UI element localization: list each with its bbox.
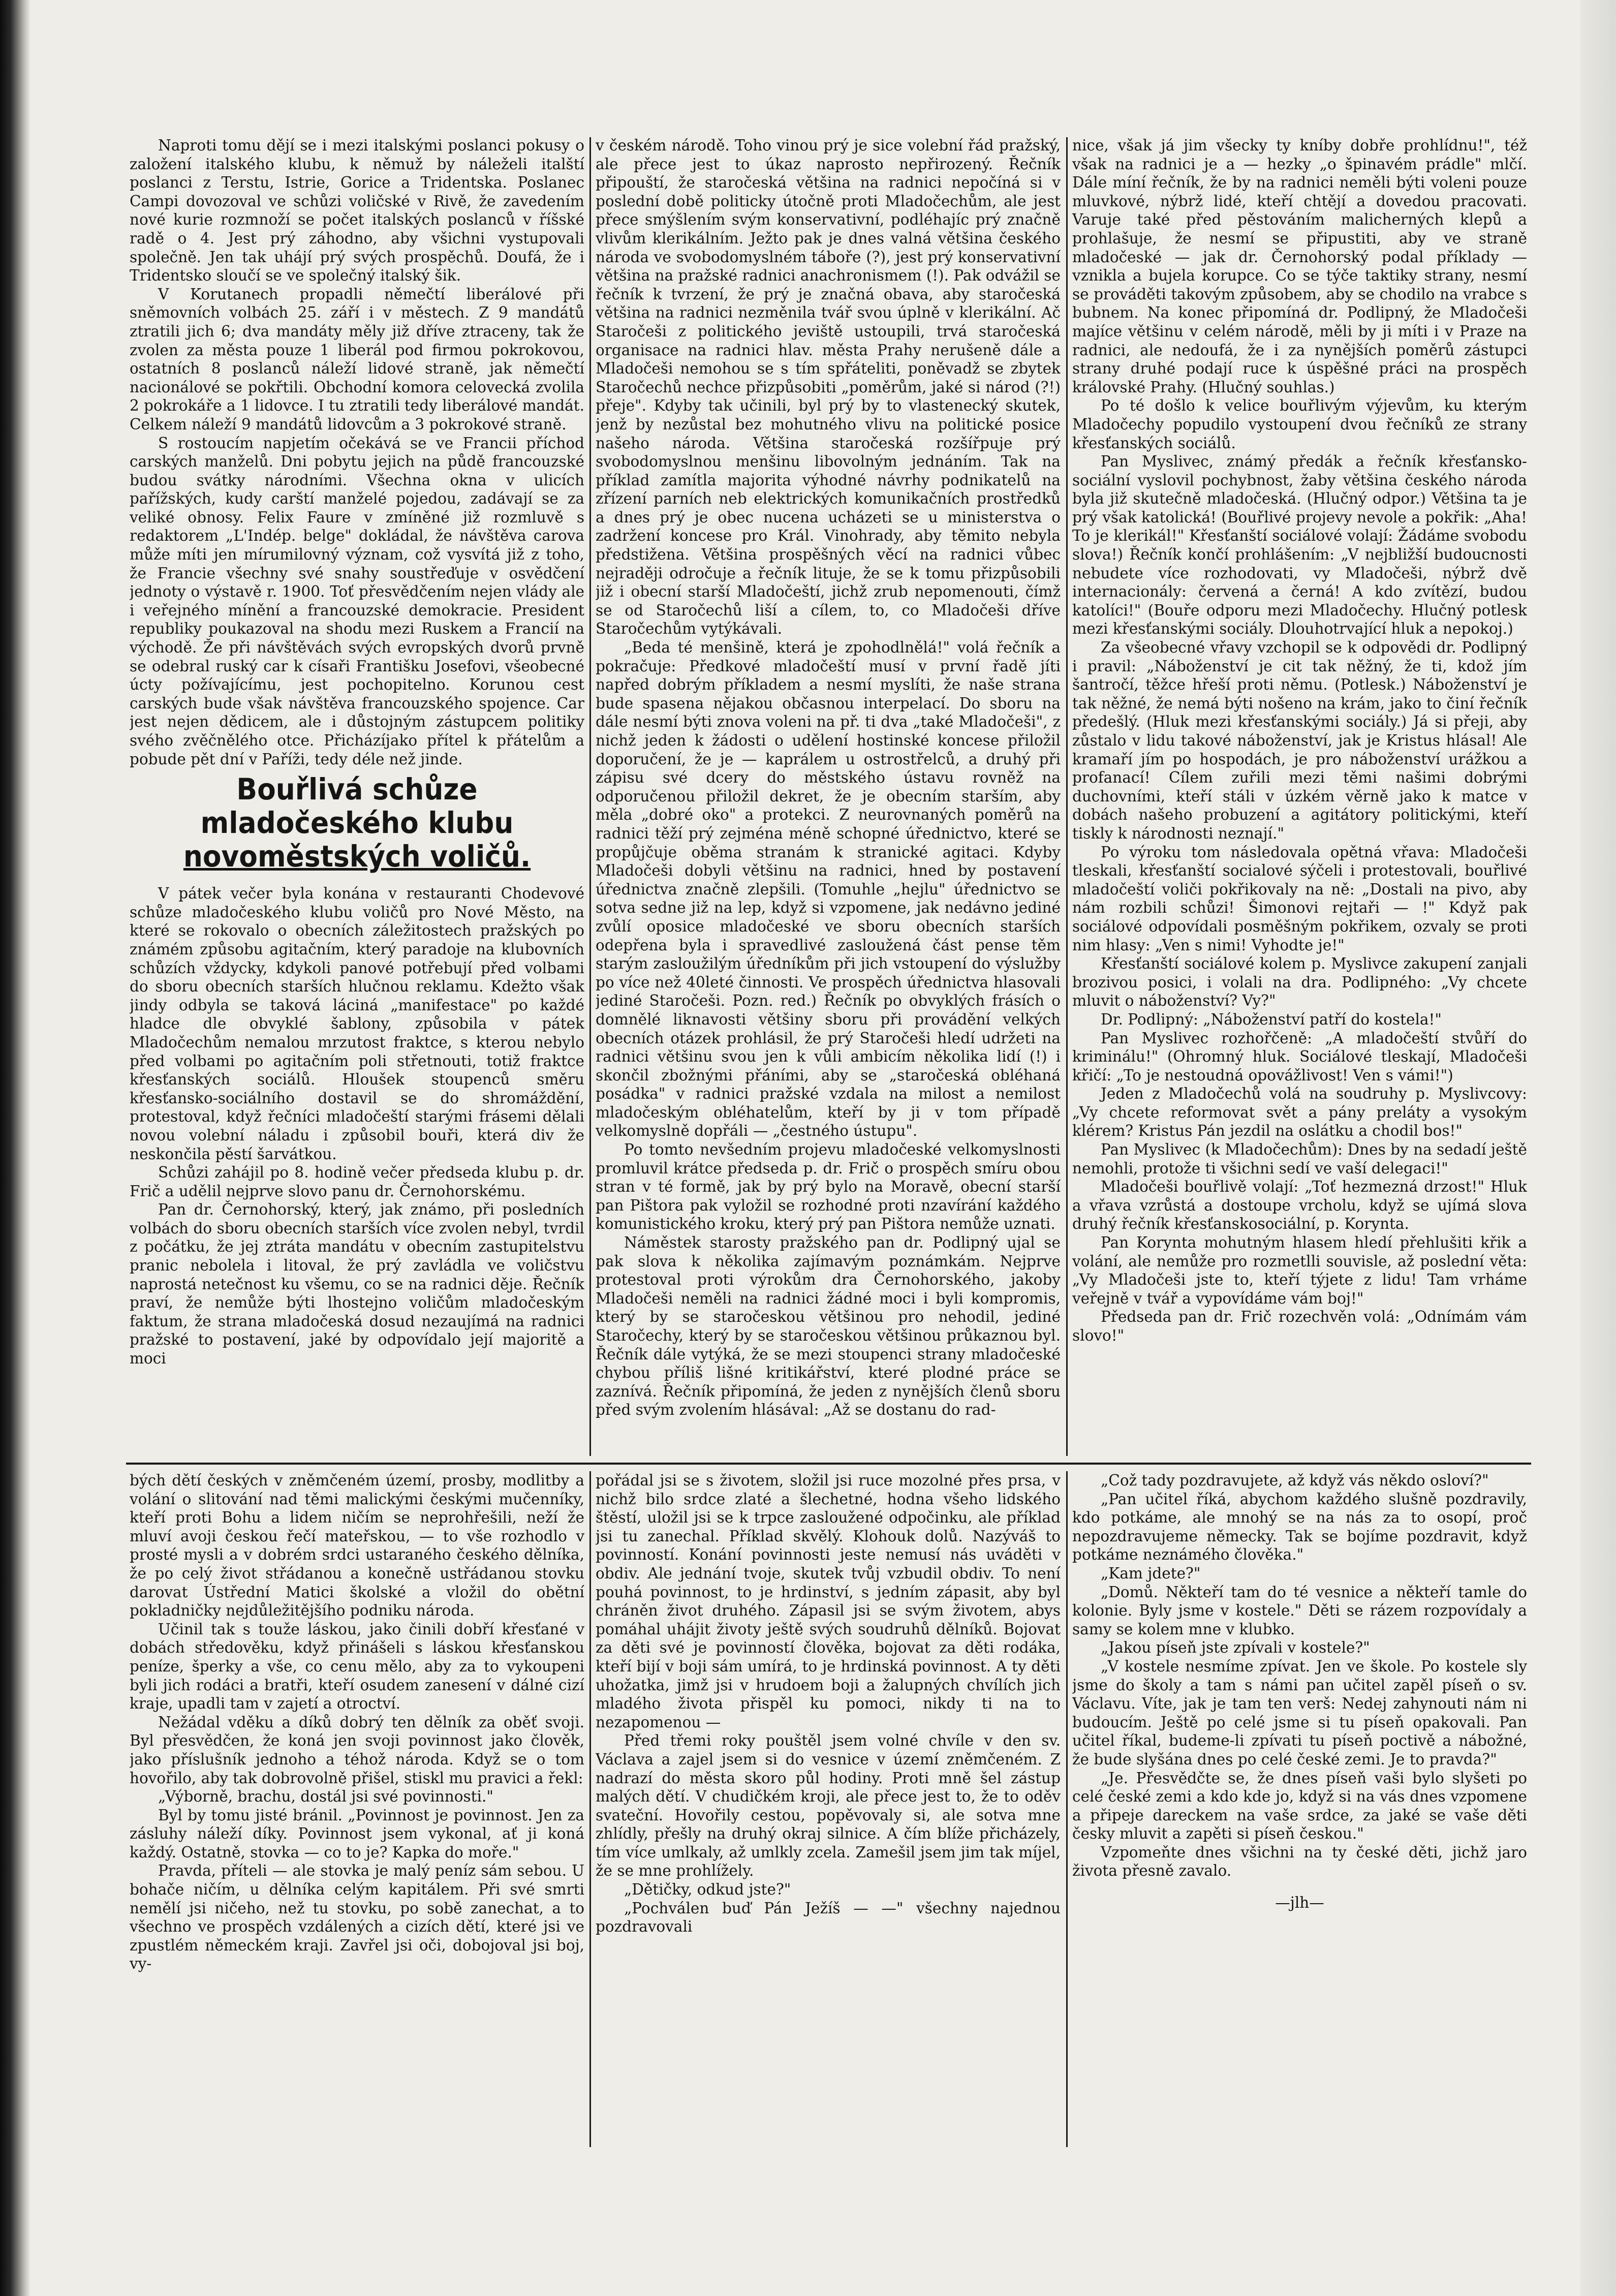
- article-paragraph: Mladočeši bouřlivě volají: „Toť hezmezná drzost!" Hluk a vřava vzrůstá a dostoupe vrcholu, když se ujímá slova druhý řečník křesťanskosociální, p. Korynta.: [1072, 1178, 1527, 1233]
- article-paragraph: Po té došlo k velice bouřlivým výjevům, ku kterým Mladočechy popudilo vystoupení dvou řečníků ze strany křesťanských sociálů.: [1072, 397, 1527, 452]
- article-paragraph: v českém národě. Toho vinou prý je sice volební řád pražský, ale přece jest to úkaz naprosto nepřirozený. Řečník připouští, že staročeská většina na radnici nepočíná si v poslední době politicky útočně proti Mladočechům, ale jest přece smýšlením svým konservativní, podléhajíc prý značně vlivům klerikálním. Ježto pak je dnes valná většina českého národa ve svobodomyslném táboře (?), jest prý konservativní většina na pražské radnici anachronismem (!). Pak odvážil se řečník k tvrzení, že prý je značná obava, aby staročeská většina na radnici nezměnila tvář svou úplně v klerikální. Ač Staročeši z politického jeviště ustoupili, trvá staročeská organisace na radnici hlav. města Prahy nerušeně dále a Mladočeši nemohou se s tím spřáteliti, poněvadž se zbytek Staročechů nechce přizpůsobiti „poměrům, jaké si národ (?!) přeje". Kdyby tak učinili, byl prý by to vlastenecký skutek, jenž by nezůstal bez mohutného vlivu na politické posice našeho národa. Většina staročeská rozšířpuje prý svobodomyslnou menšinu libovolným jednáním. Tak na příklad zamítla majorita výhodné návrhy podnikatelů na zřízení parních neb elektrických komunikačních prostředků a dnes prý je obec nucena ucházeti se u ministerstva o zadržení koncese pro Král. Vinohrady, aby těmito nebyla předstižena. Většina prospěšných věcí na radnici vůbec nejraději odročuje a řečník lituje, že se k tomu přizpůsobili již i obecní starší Mladočeští, jichž zrub nepomenouti, čímž se od Staročechů liší a cílem, to, co Mladočeši dříve Staročechům vytýkávali.: [596, 137, 1061, 638]
- feuilleton-paragraph: „V kostele nesmíme zpívat. Jen ve škole. Po kostele sly jsme do školy a tam s námi pan učitel zapěl píseň o sv. Václavu. Víte, jak je tam ten verš: Nedej zahynouti nám ni budoucím. Ještě po celé jsme si tu píseň opakovali. Pan učitel říkal, budeme-li zpívati tu píseň poctivě a nábožné, že bude slyšána dnes po celé české zemi. Je to pravda?": [1072, 1657, 1527, 1768]
- article-paragraph: Po tomto nevšedním projevu mladočeské velkomyslnosti promluvil krátce předseda p. dr. Frič o prospěch smíru obou stran v té formě, jak by prý bylo na Moravě, obecní starší pan Pištora pak vyložil se rozhodné proti nzavírání každého komunistického kroku, který prý pan Pištora nemůže uznati.: [596, 1141, 1061, 1233]
- article-paragraph: Pan Myslivec (k Mladočechům): Dnes by na sedadí ještě nemohli, protože ti všichni sedí ve vaší delegaci!": [1072, 1141, 1527, 1177]
- article-paragraph: Po výroku tom následovala opětná vřava: Mladočeši tleskali, křesťanští socialové sýčeli i protestovali, bouřlivé mladočeští voliči pokřikovaly na ně: „Dostali na pivo, aby nám rozbili schůzi! Šimonovi rejtaři — !" Když pak sociálové odpovídali posměšným pokřikem, ozvaly se proti nim hlasy: „Ven s nimi! Vyhodte je!": [1072, 843, 1527, 954]
- article-paragraph: S rostoucím napjetím očekává se ve Francii příchod carských manželů. Dni pobytu jejich na půdě francouzské budou svátky národními. Všechna okna v ulicích pařížských, kudy carští manželé pojedou, zadávají se za veliké obnosy. Felix Faure v zmíněné již rozmluvě s redaktorem „L'Indép. belge" dokládal, že návštěva carova může míti jen mírumilovný význam, což vysvítá již z toho, že Francie všechny své snahy soustřeďuje v osvědčení jednoty o výstavě r. 1900. Toť přesvědčením nejen vlády ale i veřejného mínění a francouzské demokracie. President republiky poukazoval na shodu mezi Ruskem a Francií na východě. Že při návštěvách svých evropských dvorů prvně se odebral ruský car k císaři Františku Josefovi, všeobecné úcty požívajícímu, jest pochopitelno. Korunou cest carských bude však návštěva francouzského spojence. Car jest nejen dědicem, ale i důstojným zástupcem politiky svého zvěčnělého otce. Přicházíjako přítel k přátelům a pobude pět dní v Paříži, tedy déle než jinde.: [130, 434, 584, 768]
- feuilleton-paragraph: „Kam jdete?": [1101, 1564, 1201, 1582]
- column-1-upper: [130, 136, 584, 1457]
- feuilleton-paragraph: bých dětí českých v zněmčeném území, prosby, modlitby a volání o slitování nad těmi malickými českými mučenníky, kteří proti Bohu a lidem ničím se neprohřešili, neží že mluví avoji českou řečí mateřskou, — to vše rozhodlo v prosté mysli a v dobrém srdci ustaraného českého dělníka, že po celý život střádanou a konečně ustřádanou stovku darovat Ústřední Matici školské a vložil do obětní pokladničky nejdůležitějšího podniku národa.: [130, 1472, 584, 1620]
- feuilleton-paragraph: Byl by tomu jisté bránil. „Povinnost je povinnost. Jen za zásluhy náleží díky. Povinnost jsem vykonal, ať ji koná každý. Ostatně, stovka — co to je? Kapka do moře.": [130, 1806, 584, 1861]
- feuilleton-paragraph: „Což tady pozdravujete, až když vás někdo osloví?": [1101, 1472, 1489, 1489]
- article-paragraph: Pan dr. Černohorský, který, jak známo, při posledních volbách do sboru obecních starších více zvolen nebyl, tvrdil z počátku, že jej ztráta mandátu v obecním zastupitelstvu pranic nebolela i litoval, že prý zavládla ve voličstvu naprostá netečnost ku všemu, co se na radnici děje. Řečník praví, že nemůže býti lhostejno voličům mladočeským faktum, že strana mladočeská dosud nezaujímá na radnici pražské to postavení, jaké by odpovídalo její majoritě a moci: [130, 1201, 584, 1368]
- feuilleton-paragraph: Před třemi roky pouštěl jsem volné chvíle v den sv. Václava a zajel jsem si do vesnice v území zněmčeném. Z nadrazí do města skoro půl hodiny. Proti mně šel zástup malých dětí. V chudičkém kroji, ale přece jest to, že to oděv svateční. Hovořily cestou, popěvovaly si, ale sotva mne zhlídly, přešly na druhý okraj silnice. A čím blíže přicházely, tím více umlkaly, až umlkly zcela. Zamešil jsem jim tak míjel, že se mne prohlížely.: [596, 1732, 1061, 1880]
- column-rule: [589, 137, 591, 1456]
- article-paragraph: Naproti tomu dějí se i mezi italskými poslanci pokusy o založení italského klubu, k němuž by náleželi italští poslanci z Terstu, Istrie, Gorice a Tridentska. Poslanec Campi dovozoval ve schůzi voličské v Rivě, že zavedením nové kurie rozmnoží se počet italských poslanců v říšské radě o 4. Jest prý záhodno, aby všichni vystupovali společně. Jen tak uhájí prý svých prospěchů. Doufá, že i Tridentsko sloučí se ve společný italský šik.: [130, 137, 584, 285]
- feuilleton-paragraph: „Domů. Někteří tam do té vesnice a někteří tamle do kolonie. Byly jsme v kostele." Děti se rázem rozpovídaly a samy se kolem mne v klubko.: [1072, 1583, 1527, 1638]
- article-paragraph: Dr. Podlipný: „Náboženství patří do kostela!": [1101, 1010, 1442, 1028]
- article-headline: [148, 772, 566, 873]
- feuilleton-paragraph: pořádal jsi se s životem, složil jsi ruce mozolné přes prsa, v nichž bilo srdce zlaté a šlechetné, hodna všeho lidského štěstí, uložil jsi se k trpce zasloužené odpočinku, ale příklad jsi tu zanechal. Příklad skvělý. Klohouk dolů. Nazýváš to povinností. Konání povinnosti jeste nemusí nás uváděti v obdiv. Ale jednání tvoje, skutek tvůj vzbudil obdiv. To není pouhá povinnost, to je hrdinství, s jedním zápasit, aby byl chráněn život druhého. Zápasil jsi se svým životem, abys pomáhal uhájit životy ještě svých soudruhů dělníků. Bojovat za děti své je povinností člověka, bojovat za děti rodáka, kteří bijí v boji sám umírá, to je hrdinská povinnost. A ty děti uhožatka, jimž jsi v hrudoem boji a žalupných chvílích jich mladého života přispěl ku pomoci, nikdy ti na to nezapomenou —: [596, 1472, 1061, 1731]
- column-rule: [1066, 1471, 1068, 2147]
- article-paragraph: V pátek večer byla konána v restauranti Chodevové schůze mladočeského klubu voličů pro Nové Město, na které se rokovalo o obecních záležitostech pražských po známém způsobu agitačním, který paradoje na klubovních schůzích vždycky, kdykoli panové potřebují před volbami do sboru obecních starších hlučnou reklamu. Kdežto však jindy odbyla se taková láciná „manifestace" po každé hladce dle obvyklé šablony, způsobila v pátek Mladočechům nemalou mrzutost fraktce, s kterou nebylo před volbami po agitačním poli střetnouti, totiž fraktce křesťanských sociálů. Hloušek stoupenců směru křesťansko-sociálního dostavil se do shromáždění, protestoval, když řečníci mladočeští starými frásemi dělali novou volební náladu i způsobil bouři, která div že neskončila pěstí šarvátkou.: [130, 885, 584, 1163]
- article-paragraph: Za všeobecné vřavy vzchopil se k odpovědi dr. Podlipný i pravil: „Náboženství je cit tak něžný, že ti, kdož jím šantročí, těžce hřeší proti němu. (Potlesk.) Náboženství je tak něžné, že nemá býti nošeno na krám, jako to činí řečník předešlý. (Hluk mezi křesťanskými sociály.) Já si přeji, aby zůstalo v lidu takové náboženství, jak je Kristus hlásal! Ale kramaří jím po hospodách, je pro náboženství urážkou a profanací! Cílem zuřili mezi těmi našimi dobrými duchovními, kteří stáli v úzkém věrně jako k matce v dobách našeho probuzení a agitátory politickými, kteří tiskly k národnosti neznají.": [1072, 639, 1527, 842]
- article-paragraph: V Korutanech propadli němečtí liberálové při sněmovních volbách 25. září i v městech. Z 9 mandátů ztratili jich 6; dva mandáty měly již dříve ztraceny, tak že zvolen za města pouze 1 liberál pod firmou pokrokovou, ostatních 8 poslanců náleží lidové straně, jak němečtí nacionálové se pokřtili. Obchodní komora celovecká zvolila 2 pokrokáře a 1 lidovce. I tu ztratili tedy liberálové mandát. Celkem náleží 9 mandátů lidovcům a 3 pokrokové straně.: [130, 285, 584, 433]
- article-paragraph: Schůzi zahájil po 8. hodině večer předseda klubu p. dr. Frič a udělil nejprve slovo panu dr. Černohorskému.: [130, 1164, 584, 1200]
- article-paragraph: nice, však já jim všecky ty kníby dobře prohlídnu!", též však na radnici je a — hezky „o špinavém prádle" mlčí. Dále míní řečník, že by na radnici neměli býti voleni pouze mluvkové, nýbrž lidé, kteří chtějí a dovedou pracovati. Varuje také před pěstováním malicherných klepů a prohlašuje, že nesmí se připustiti, aby ve straně mladočeské — jak dr. Černohorský podal příklady — vznikla a bujela korupce. Co se týče taktiky strany, nesmí se prováděti takovým způsobem, aby se chodilo na vrabce s bubnem. Na konec připomíná dr. Podlipný, že Mladočeši majíce většinu v celém národě, měli by ji míti i v Praze na radnici, ale nedoufá, že i za nynějších poměrů zástupci strany druhé podají ruce k úspěšné práci na prospěch královské Prahy. (Hlučný souhlas.): [1072, 137, 1527, 396]
- article-paragraph: Náměstek starosty pražského pan dr. Podlipný ujal se pak slova k několika zajímavým poznámkám. Nejprve protestoval proti výrokům dra Černohorského, jakoby Mladočeši neměli na radnici žádné moci i byli kompromis, který by se staročeskou většinou pro nehodil, jediné Staročechy, který by se staročeskou většinou průkaznou byl. Řečník dále vytýká, že se mezi stoupenci strany mladočeské chybou příliš lišné kritikářství, které plodné práce se zaznívá. Řečník připomíná, že jeden z nynějších členů sboru před svým zvolením hlásával: „Až se dostanu do rad-: [596, 1234, 1061, 1419]
- feuilleton-paragraph: „Pochválen buď Pán Ježíš — —" všechny najednou pozdravovali: [596, 1899, 1061, 1936]
- feuilleton-rule: [126, 1463, 1531, 1465]
- article-paragraph: Křesťanští sociálové kolem p. Myslivce zakupení zanjali brozivou posici, i volali na dra. Podlipného: „Vy chcete mluvit o náboženství? Vy?": [1072, 955, 1527, 1010]
- article-paragraph: Pan Myslivec rozhořčeně: „A mladočeští stvůří do kriminálu!" (Ohromný hluk. Sociálové tleskají, Mladočeši křičí: „To je nestoudná opovážlivost! Ven s vámi!"): [1072, 1029, 1527, 1084]
- article-paragraph: Pan Myslivec, známý předák a řečník křesťansko-sociální vyslovil pochybnost, žaby většina českého národa byla již skutečně mladočeská. (Hlučný odpor.) Většina ta je prý však katolická! (Bouřlivé projevy nevole a pokřik: „Aha! To je klerikál!" Křesťanští sociálové volají: Žádáme svobodu slova!) Řečník končí prohlášením: „V nejbližší budoucnosti nebudete více rozhodovati, vy Mladočeši, nýbrž dvě internacionály: červená a černá! A kdo zvítězí, budou katolíci!" (Bouře odporu mezi Mladočechy. Hlučný potlesk mezi křesťanskými sociály. Dlouhotrvající hluk a nepokoj.): [1072, 453, 1527, 638]
- column-rule: [1066, 137, 1068, 1456]
- feuilleton-paragraph: „Pan učitel říká, abychom každého slušně pozdravily, kdo potkáme, ale mnohý se na nás za to osopí, proč nepozdravujeme německy. Tak se bojíme pozdravit, když potkáme neznámého člověka.": [1072, 1490, 1527, 1564]
- feuilleton-paragraph: Učinil tak s touže láskou, jako činili dobří křesťané v dobách středověku, když přinášeli s láskou křesťanskou peníze, šperky a vše, co cenu mělo, aby za to vykoupeni byli jich rodáci a bratři, kteří osudem zanesení v dálné cizí kraje, upadli tam v zajetí a otroctví.: [130, 1620, 584, 1713]
- column-3-lower: [1072, 1471, 1527, 2152]
- column-2-lower: [596, 1471, 1061, 2152]
- column-1-lower: [130, 1471, 584, 2152]
- feuilleton-paragraph: Nežádal vděku a díků dobrý ten dělník za oběť svoji. Byl přesvědčen, že koná jen svoji povinnost jako člověk, jako příslušník jednoho a téhož národa. Když se o tom hovořilo, aby tak dobrovolně přišel, stiskl mu pravici a řekl:: [130, 1713, 584, 1787]
- headline-line-1: Bouřlivá schůze mladočeského klubu: [200, 772, 514, 841]
- scan-edge-left: [0, 0, 30, 2296]
- author-signature: —jlh—: [1275, 1894, 1324, 1912]
- column-rule: [589, 1471, 591, 2147]
- article-paragraph: „Beda té menšině, která je zpohodlnělá!" volá řečník a pokračuje: Předkové mladočeští musí v první řadě jíti napřed dobrým příkladem a nesmí myslíti, že naše strana bude spasena nějakou občasnou interpelací. Do sboru na dále nesmí býti znova voleni na př. ti dva „také Mladočeši", z nichž jeden k žádosti o udělení hostinské koncese přiložil doporučení, že je — kaprálem u ostrostřelců, a druhý při zápisu své dcery do městského ústavu rovněž na odporučenou přiložil dekret, že je obecním starším, aby měla „dobré oko" a protekci. Z neurovnaných poměrů na radnici těží prý zejména méně schopné úřednictvo, které se propůjčuje oběma stranám k stranické agitaci. Kdyby Mladočeši dobyli většinu na radnici, hned by postavení úřednictva značně zlepšili. (Tomuhle „hejlu" úřednictvo se sotva sedne již na lep, když si vzpomene, jak nedávno jediné zvůlí oposice mladočeské ve sboru obecních starších odepřena byla i spravedlivé zasloužená část pense těm starým zasloužilým úředníkům při jich vstoupení do výslužby po více než 40leté činnosti. Ve prospěch úřednictva hlasovali jediné Staročeši. Pozn. red.) Řečník po obvyklých frásích o domnělé liknavosti většiny sboru při provádění velkých obecních otázek prohlásil, že prý Staročeši hledí udržeti na radnici většinu svou jen k vůli ambicím několika lidí (!) i skončil zbožnými přáními, aby se „staročeská obléhaná posádka" v radnici pražské vzdala na milost a nemilost mladočeským obléhatelům, kteří by ji v tom případě velkomyslně dopřáli — „čestného ústupu".: [596, 639, 1061, 1140]
- article-paragraph: Předseda pan dr. Frič rozechvěn volá: „Odnímám vám slovo!": [1072, 1308, 1527, 1344]
- article-paragraph: Pan Korynta mohutným hlasem hledí přehlušiti křik a volání, ale nemůže pro rozmetlli souvisle, až poslední věta: „Vy Mladočeši jste to, kteří týjete z lidu! Tam vrháme veřejně v tvář a vypovídáme vám boj!": [1072, 1234, 1527, 1307]
- feuilleton-paragraph: Vzpomeňte dnes všichni na ty české děti, jichž jaro života přesně zavalo.: [1072, 1843, 1527, 1880]
- scan-edge-right: [1580, 0, 1616, 2296]
- feuilleton-paragraph: „Výborně, brachu, dostál jsi své povinnosti.": [158, 1788, 493, 1806]
- feuilleton-paragraph: „Dětičky, odkud jste?": [624, 1881, 791, 1899]
- headline-line-2: novoměstských voličů.: [183, 839, 531, 874]
- column-3-upper: [1072, 136, 1527, 1457]
- feuilleton-paragraph: „Jakou píseň jste zpívali v kostele?": [1101, 1639, 1370, 1657]
- column-2-upper: [596, 136, 1061, 1457]
- article-paragraph: Jeden z Mladočechů volá na soudruhy p. Myslivcovy: „Vy chcete reformovat svět a pány preláty a vysokým klérem? Kristus Pán jezdil na oslátku a chodil bos!": [1072, 1085, 1527, 1140]
- feuilleton-paragraph: Pravda, příteli — ale stovka je malý peníz sám sebou. U bohače ničím, u dělníka celým kapitálem. Při své smrti nemělí jsi ničeho, než tu stovku, po sobě zanechat, a to všechno ve prospěch vzdálených a cizích dětí, které jsi ve zpustlém německém kraji. Zavřel jsi oči, dobojoval jsi boj, vy-: [130, 1862, 584, 1973]
- feuilleton-paragraph: „Je. Přesvědčte se, že dnes píseň vaši bylo slyšeti po celé české zemi a kdo kde jo, když si na vás dnes vzpomene a připeje dareckem na vaše srdce, za jaké se vaše děti česky mluvit a zapěti si píseň českou.": [1072, 1769, 1527, 1843]
